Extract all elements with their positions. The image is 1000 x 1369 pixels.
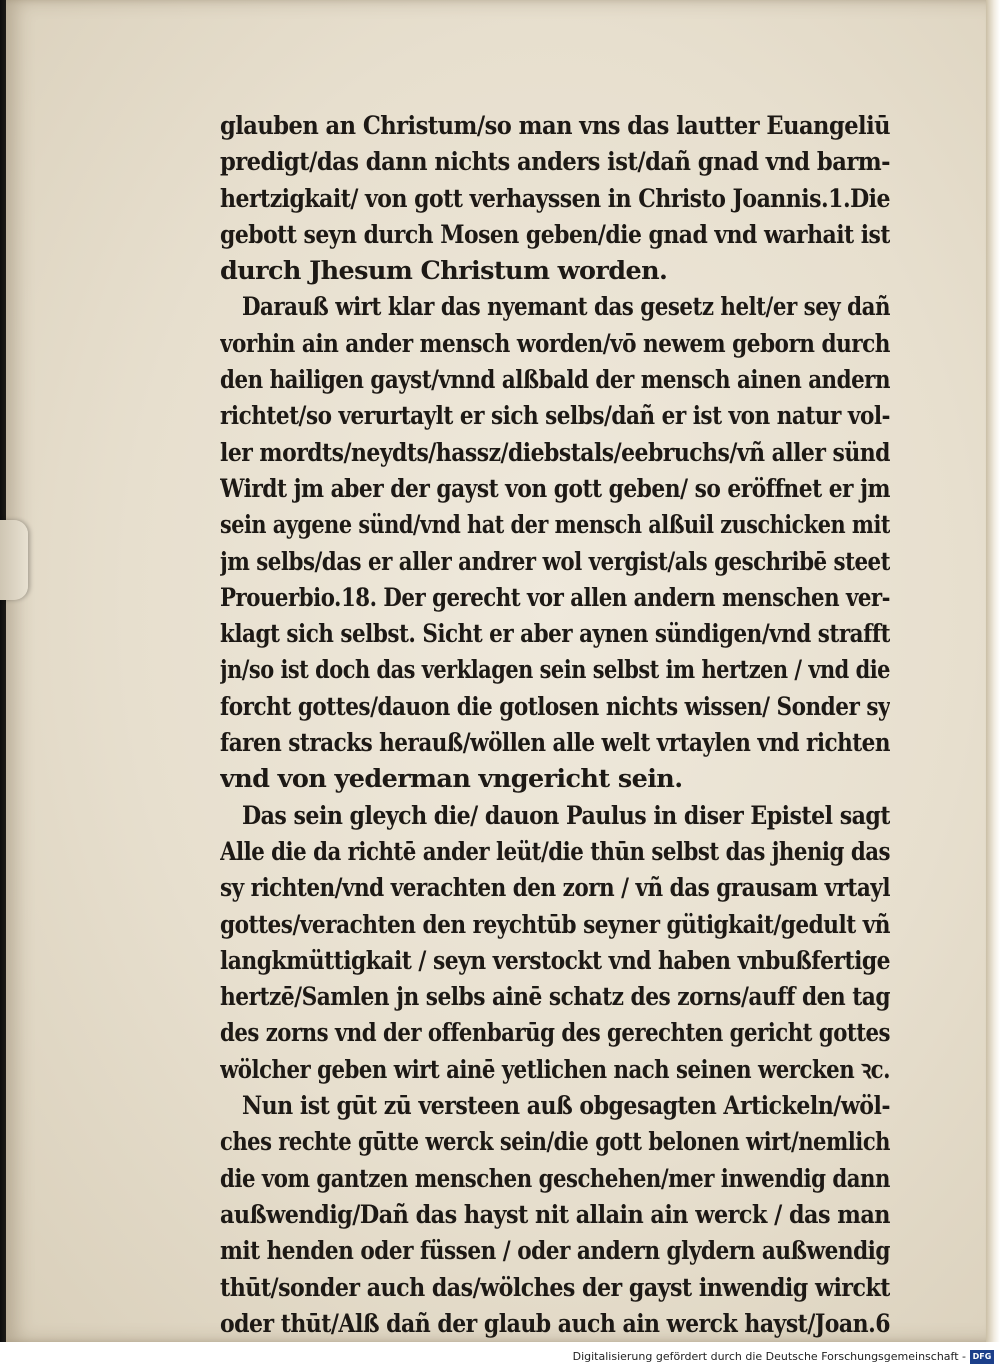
text-line: außwendig/Dañ das hayst nit allain ain werck / das man: [220, 1199, 890, 1230]
text-line: Darauß wirt klar das nyemant das gesetz helt/er sey dañ: [242, 292, 890, 323]
book-page: [6, 0, 995, 1342]
text-line: predigt/das dann nichts anders ist/dañ gnad vnd barm-: [220, 147, 890, 178]
text-line: Prouerbio.18. Der gerecht vor allen andern menschen ver-: [220, 582, 890, 613]
text-line: oder thūt/Alß dañ der glaub auch ain werck hayst/Joan.6: [220, 1308, 890, 1339]
text-line: Das sein gleych die/ dauon Paulus in diser Epistel sagt: [242, 800, 890, 831]
text-line: wölcher geben wirt ainē yetlichen nach seinen wercken ꝛc.: [220, 1054, 890, 1085]
text-line: klagt sich selbst. Sicht er aber aynen sündigen/vnd strafft: [220, 619, 890, 650]
text-line: ches rechte gūtte werck sein/die gott belonen wirt/nemlich: [220, 1127, 890, 1158]
text-line: vorhin ain ander mensch worden/vō newem geborn durch: [220, 328, 890, 359]
text-line: durch Jhesum Christum worden.: [220, 256, 668, 287]
text-line: Alle die da richtē ander leüt/die thūn selbst das jhenig das: [220, 836, 890, 867]
text-line: thūt/sonder auch das/wölches der gayst inwendig wirckt: [220, 1272, 890, 1303]
text-line: ler mordts/neydts/hassz/diebstals/eebruchs/vñ aller sünd: [220, 437, 890, 468]
text-line: vnd von yederman vngericht sein.: [220, 764, 683, 795]
text-line: glauben an Christum/so man vns das lautter Euangeliū: [220, 111, 890, 141]
text-line: richtet/so verurtaylt er sich selbs/dañ er ist von natur vol-: [220, 401, 890, 432]
text-line: faren stracks herauß/wöllen alle welt vrtaylen vnd richten: [220, 728, 890, 759]
text-line: die vom gantzen menschen geschehen/mer inwendig dann: [220, 1163, 890, 1194]
dfg-logo-icon: DFG: [970, 1350, 994, 1364]
text-line: Wirdt jm aber der gayst von gott geben/ so eröffnet er jm: [220, 473, 890, 504]
text-line: sein aygene sünd/vnd hat der mensch alßuil zuschicken mit: [220, 510, 890, 541]
page-text-block: [220, 108, 890, 1342]
text-line: des zorns vnd der offenbarūg des gerechten gericht gottes: [220, 1018, 890, 1049]
text-line: jm selbs/das er aller andrer wol vergist/als geschribē steet: [220, 546, 890, 577]
text-line: hertzē/Samlen jn selbs ainē schatz des zorns/auff den tag: [220, 982, 890, 1013]
text-line: langkmüttigkait / seyn verstockt vnd haben vnbußfertige: [220, 945, 890, 976]
text-line: den hailigen gayst/vnnd alßbald der mensch ainen andern: [220, 365, 890, 396]
page-right-edge: [986, 0, 1000, 1342]
text-line: forcht gottes/dauon die gotlosen nichts wissen/ Sonder sy: [220, 691, 890, 722]
text-line: jn/so ist doch das verklagen sein selbst im hertzen / vnd die: [220, 655, 890, 686]
funding-credit: Digitalisierung gefördert durch die Deutsche Forschungsgemeinschaft -: [572, 1350, 966, 1363]
text-line: gottes/verachten den reychtūb seyner gütigkait/gedult vñ: [220, 909, 890, 940]
text-line: sy richten/vnd verachten den zorn / vñ das grausam vrtayl: [220, 873, 890, 904]
text-line: gebott seyn durch Mosen geben/die gnad vnd warhait ist: [220, 219, 890, 250]
page-stack-edge: [0, 520, 28, 600]
text-line: hertzigkait/ von gott verhayssen in Christo Joannis.1.Die: [220, 183, 890, 214]
text-line: mit henden oder füssen / oder andern glydern außwendig: [220, 1236, 890, 1267]
footer-bar: [0, 1342, 1000, 1369]
text-line: Nun ist gūt zū versteen auß obgesagten Artickeln/wöl-: [242, 1091, 890, 1122]
